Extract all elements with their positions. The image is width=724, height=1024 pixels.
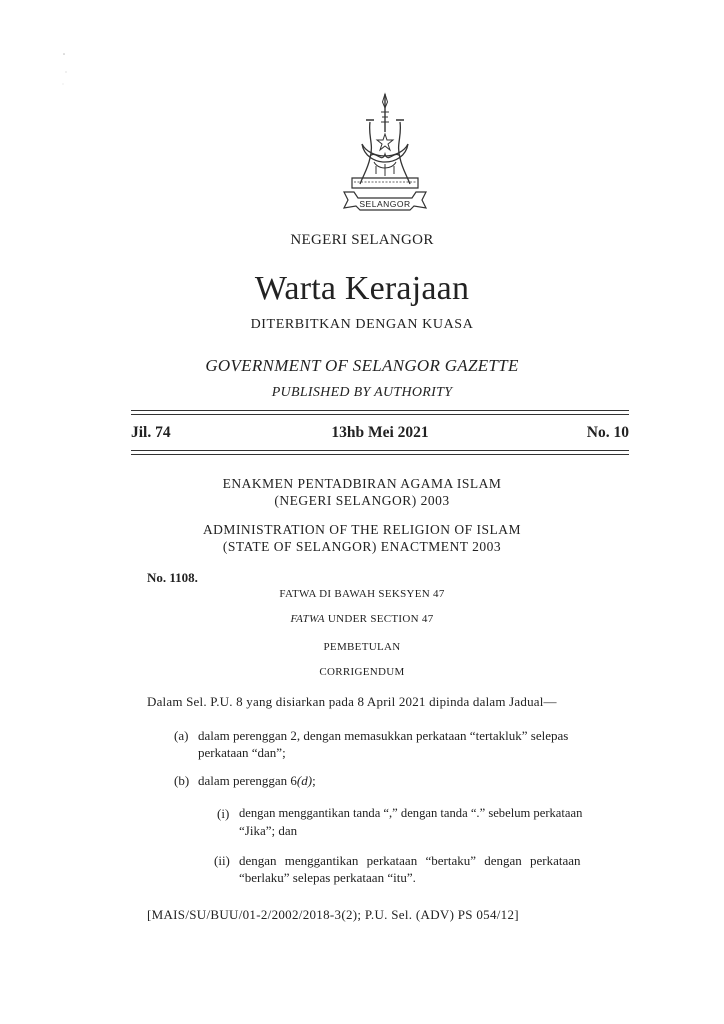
amendment-item-b — [174, 772, 624, 789]
item-b-label: (b) — [174, 773, 190, 788]
enactment-title-ms-1: ENAKMEN PENTADBIRAN AGAMA ISLAM — [222, 476, 502, 491]
issue-date: 13hb Mei 2021 — [331, 424, 429, 441]
state-name: NEGERI SELANGOR — [290, 232, 434, 248]
notice-number: No. 1108. — [147, 570, 198, 585]
volume-number: Jil. 74 — [131, 424, 171, 441]
amendment-item-a — [174, 727, 624, 761]
item-b-text: dalam perenggan 6 — [198, 773, 297, 788]
item-ii-line-2: “berlaku” selepas perkataan “itu”. — [239, 870, 416, 885]
top-rule-inner — [131, 414, 629, 415]
reference-code: [MAIS/SU/BUU/01-2/2002/2018-3(2); P.U. Sel. (ADV) PS 054/12] — [147, 907, 519, 922]
item-b-end: ; — [312, 773, 316, 788]
bottom-rule-inner — [131, 454, 629, 455]
gazette-subtitle: DITERBITKAN DENGAN KUASA — [250, 317, 474, 332]
enactment-title-ms-2: (NEGERI SELANGOR) 2003 — [274, 493, 450, 508]
item-b-line — [198, 772, 316, 789]
correction-heading-ms: PEMBETULAN — [323, 641, 401, 653]
item-b-paragraph-ref: (d) — [296, 773, 313, 788]
fatwa-word: FATWA — [290, 613, 325, 625]
scan-specks — [60, 50, 70, 90]
amendment-item-i — [214, 805, 624, 839]
item-i-line-2: “Jika”; dan — [239, 823, 298, 838]
gazette-subtitle-english: PUBLISHED BY AUTHORITY — [271, 385, 453, 400]
amendment-item-ii — [214, 852, 624, 886]
enactment-title-en-2: (STATE OF SELANGOR) ENACTMENT 2003 — [222, 539, 502, 554]
bottom-rule — [131, 450, 629, 451]
fatwa-heading-en — [0, 613, 724, 625]
issue-number: No. 10 — [586, 424, 629, 441]
fatwa-heading-ms: FATWA DI BAWAH SEKSYEN 47 — [279, 588, 445, 600]
item-a-line-1: dalam perenggan 2, dengan memasukkan perkataan “tertakluk” selepas — [198, 728, 569, 743]
crest-ribbon-text: SELANGOR — [359, 199, 411, 209]
top-rule — [131, 410, 629, 411]
item-ii-line-1: dengan menggantikan perkataan “bertaku” dengan perkataan — [239, 853, 581, 868]
gazette-title: Warta Kerajaan — [254, 270, 470, 307]
enactment-title-en-1: ADMINISTRATION OF THE RELIGION OF ISLAM — [202, 522, 522, 537]
issue-line — [131, 424, 629, 446]
amendment-intro: Dalam Sel. P.U. 8 yang disiarkan pada 8 April 2021 dipinda dalam Jadual— — [147, 694, 557, 709]
correction-heading-en: CORRIGENDUM — [319, 666, 405, 678]
item-a-label: (a) — [174, 728, 189, 743]
selangor-crest-icon — [340, 92, 430, 216]
item-i-line-1: dengan menggantikan tanda “,” dengan tanda “.” sebelum perkataan — [239, 806, 583, 820]
item-i-label: (i) — [217, 806, 230, 821]
fatwa-heading-en-rest: UNDER SECTION 47 — [324, 613, 434, 625]
item-ii-label: (ii) — [214, 853, 230, 868]
gazette-title-english: GOVERNMENT OF SELANGOR GAZETTE — [205, 356, 519, 375]
item-a-line-2: perkataan “dan”; — [198, 745, 286, 760]
